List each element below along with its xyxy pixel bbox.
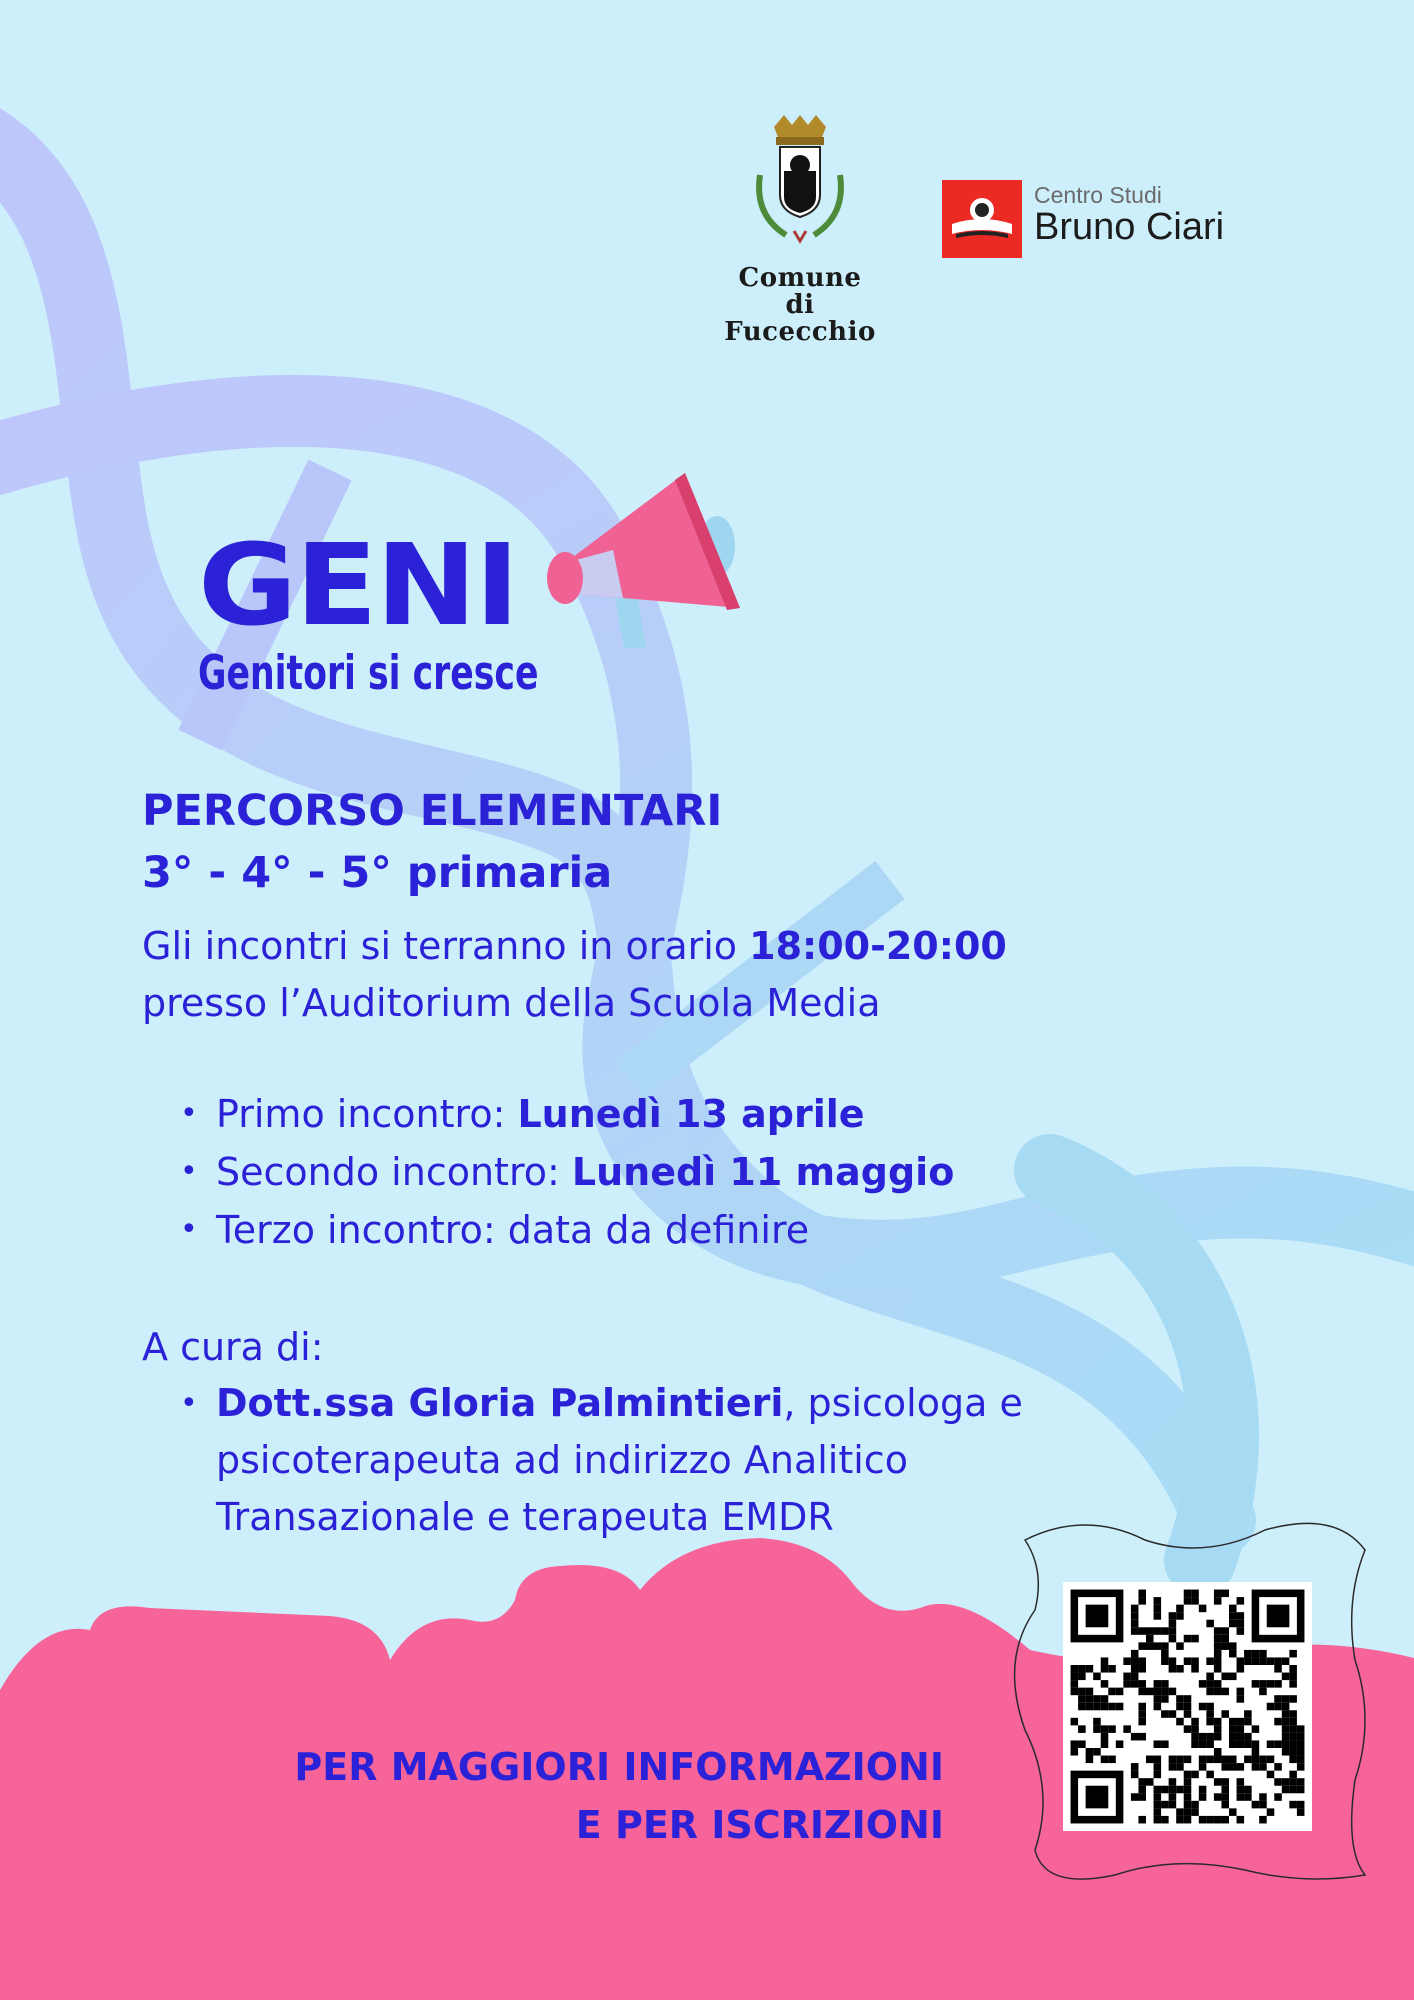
event-title: GENI xyxy=(198,521,518,651)
list-item xyxy=(142,1143,954,1201)
info-call-to-action xyxy=(294,1738,944,1854)
meeting-label: Terzo incontro: data da definire xyxy=(216,1208,810,1252)
curator-description: , psicologa e psicoterapeuta ad indirizzo Analitico Transazionale e terapeuta EMDR xyxy=(216,1381,1023,1539)
comune-name-line1: Comune di xyxy=(738,263,862,320)
schedule-time: 18:00-20:00 xyxy=(749,924,1007,968)
cta-line1: PER MAGGIORI INFORMAZIONI xyxy=(294,1745,944,1789)
schedule-location: presso l’Auditorium della Scuola Media xyxy=(142,981,881,1025)
centro-studi-name: Bruno Ciari xyxy=(1034,206,1225,248)
qr-code[interactable] xyxy=(1063,1582,1312,1831)
sponsor-logos xyxy=(720,115,1240,347)
comune-crest-icon xyxy=(740,115,860,265)
event-subtitle: Genitori si cresce xyxy=(198,646,539,701)
list-item xyxy=(142,1085,954,1143)
meeting-label: Secondo incontro: xyxy=(216,1150,572,1194)
schedule-prefix: Gli incontri si terranno in orario xyxy=(142,924,750,968)
course-title: PERCORSO ELEMENTARI xyxy=(142,786,723,836)
meeting-date: Lunedì 11 maggio xyxy=(571,1150,955,1194)
course-grades: 3° - 4° - 5° primaria xyxy=(142,848,613,898)
comune-logo xyxy=(720,115,880,346)
centro-studi-logo xyxy=(942,180,1242,260)
meeting-label: Primo incontro: xyxy=(216,1092,518,1136)
curator-label: A cura di: xyxy=(142,1325,324,1369)
centro-studi-logo-icon xyxy=(942,180,1022,258)
curator-name: Dott.ssa Gloria Palmintieri xyxy=(216,1381,784,1425)
schedule-info xyxy=(142,918,1142,1032)
megaphone-icon xyxy=(535,468,750,648)
course-heading xyxy=(142,780,722,904)
meetings-list xyxy=(142,1085,954,1259)
cta-line2: E PER ISCRIZIONI xyxy=(575,1803,944,1847)
qr-code-icon xyxy=(1063,1582,1312,1831)
meeting-date: Lunedì 13 aprile xyxy=(517,1092,865,1136)
list-item xyxy=(142,1201,954,1259)
centro-studi-label: Centro Studi xyxy=(1034,182,1162,208)
comune-name-line2: Fucecchio xyxy=(724,317,876,347)
